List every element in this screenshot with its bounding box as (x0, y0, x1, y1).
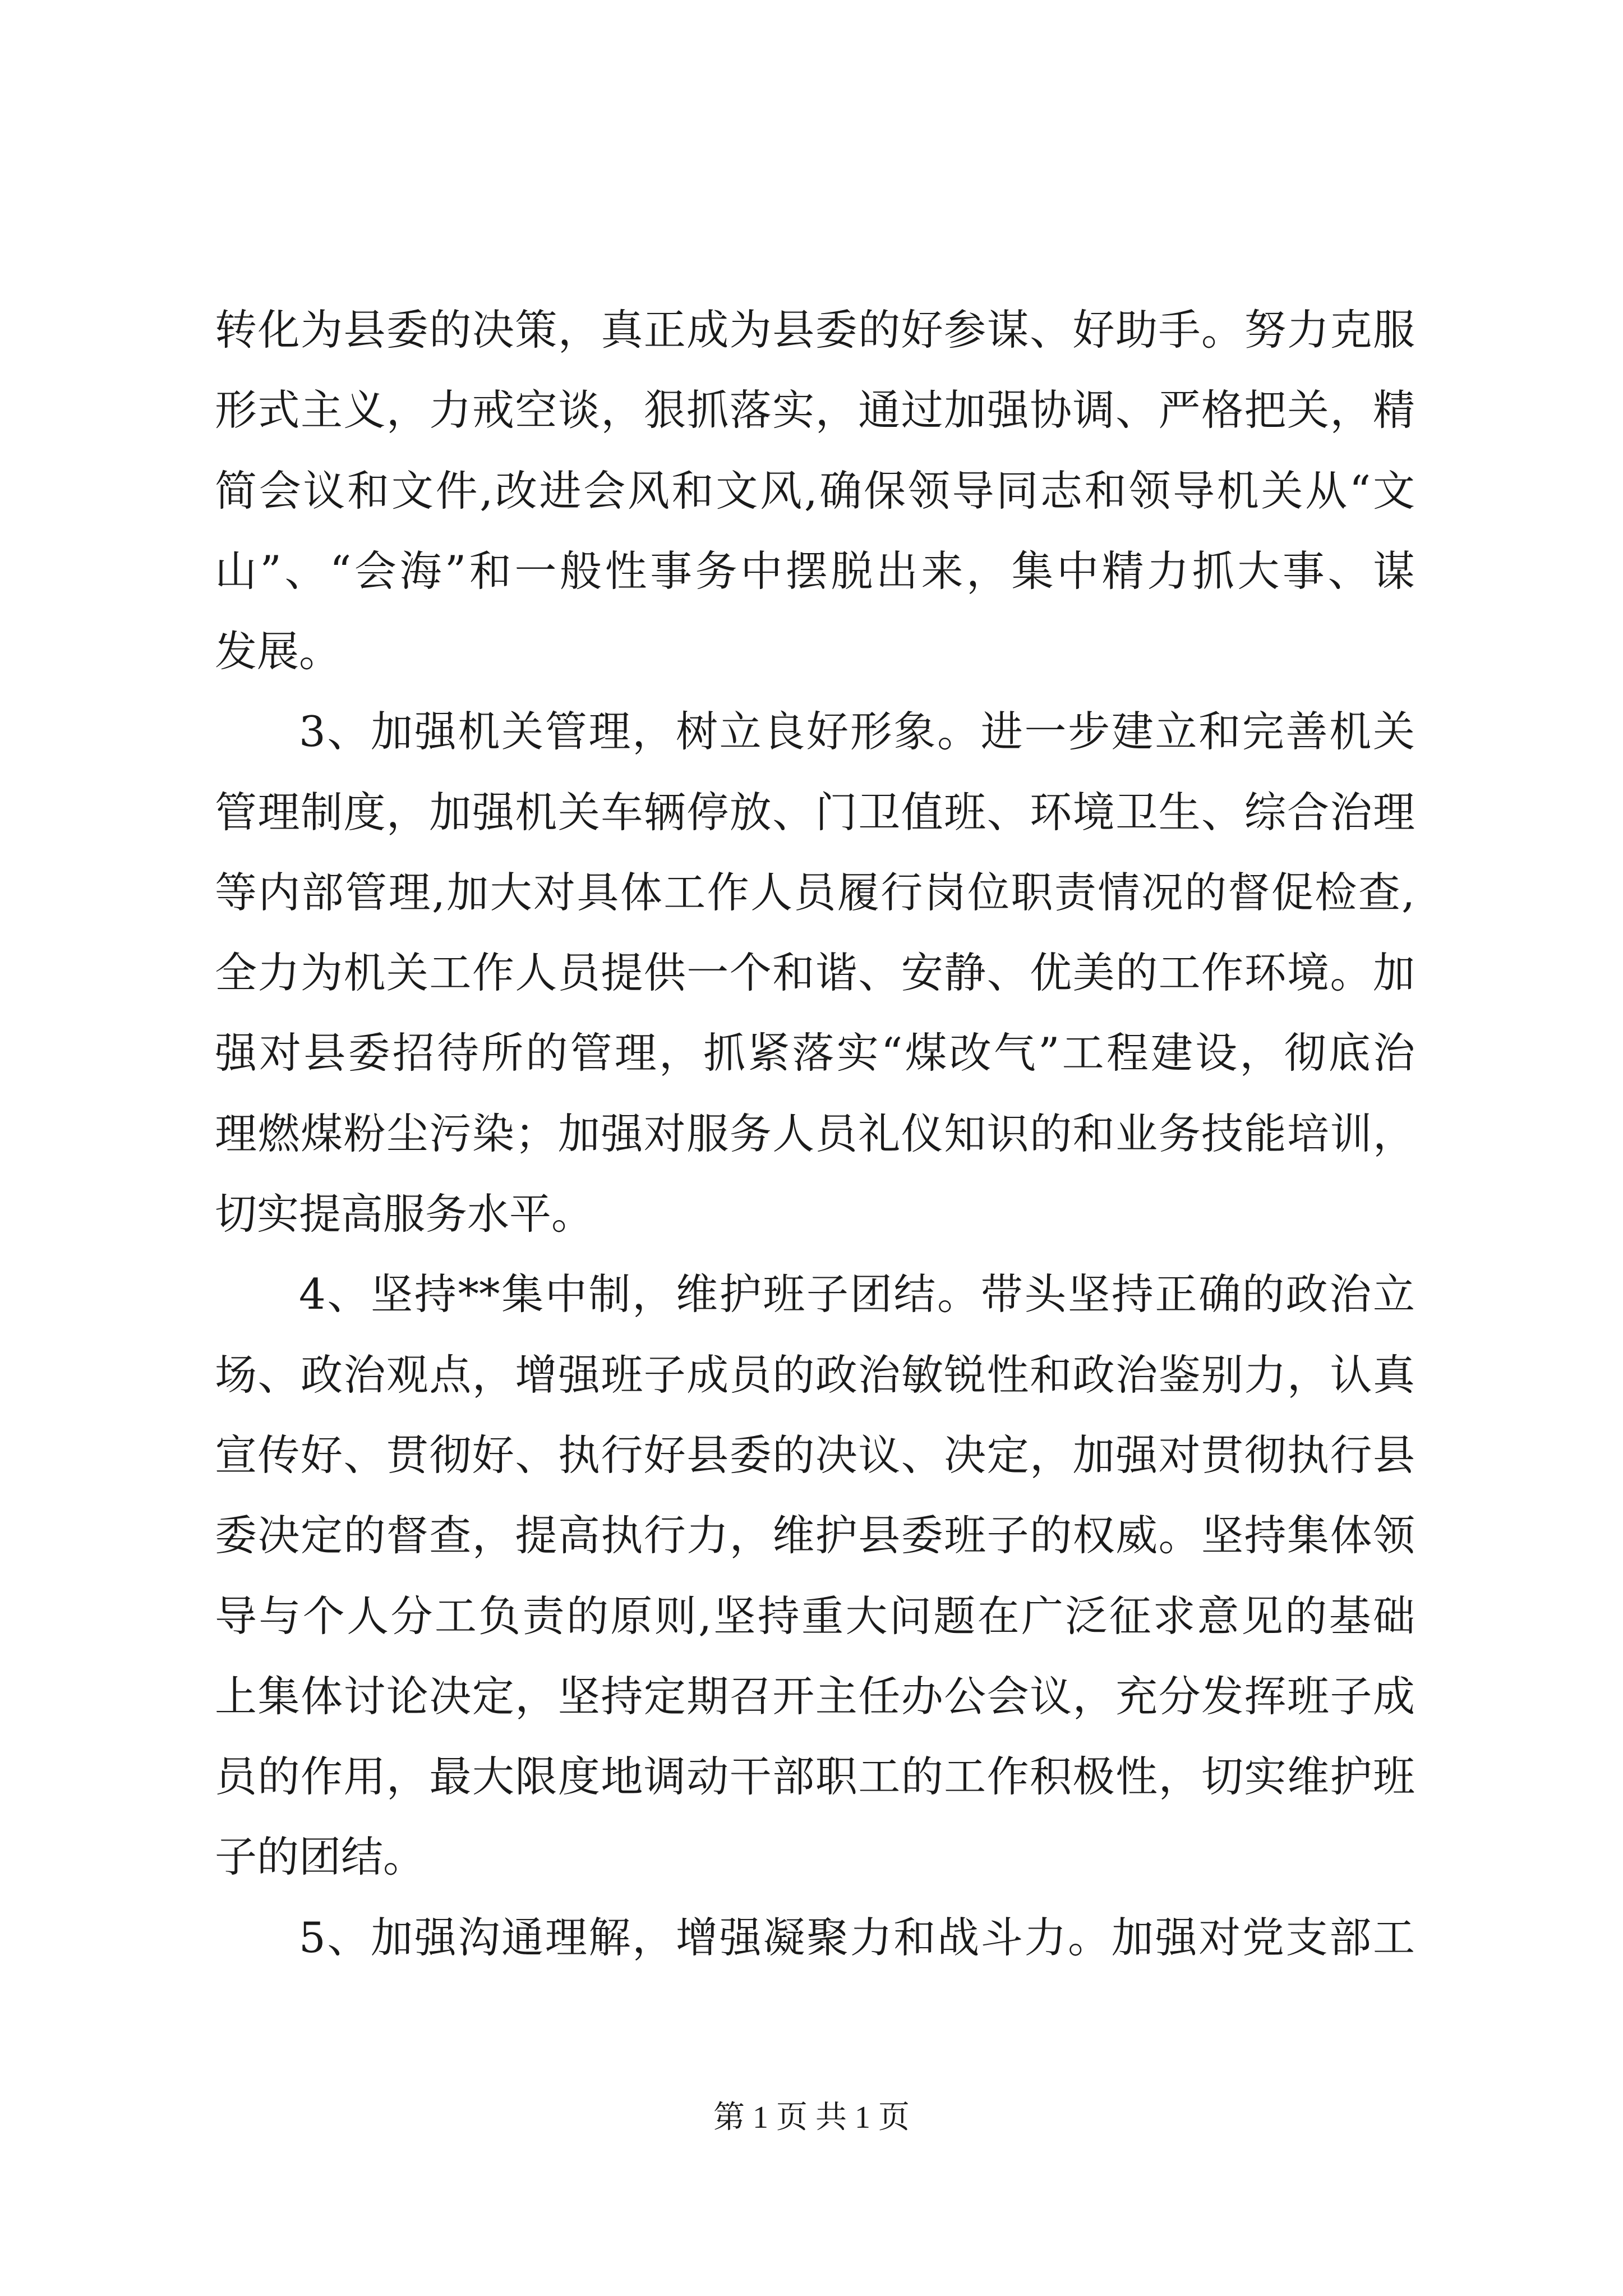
page-number-footer: 第 1 页 共 1 页 (713, 2100, 910, 2135)
body-text-line: 形式主义，力戒空谈，狠抓落实，通过加强协调、严格把关，精 (215, 385, 1415, 435)
body-text-line: 等内部管理,加大对具体工作人员履行岗位职责情况的督促检查, (215, 868, 1415, 917)
body-text-line: 场、政治观点，增强班子成员的政治敏锐性和政治鉴别力，认真 (215, 1350, 1415, 1400)
body-text-line: 简会议和文件,改进会风和文风,确保领导同志和领导机关从“文 (215, 466, 1415, 516)
paragraph-heading-line: 3、加强机关管理，树立良好形象。进一步建立和完善机关 (299, 707, 1415, 756)
body-text-line: 全力为机关工作人员提供一个和谐、安静、优美的工作环境。加 (215, 948, 1415, 997)
body-text-line: 委决定的督查，提高执行力，维护县委班子的权威。坚持集体领 (215, 1511, 1415, 1560)
body-text-line: 导与个人分工负责的原则,坚持重大问题在广泛征求意见的基础 (215, 1591, 1415, 1641)
body-text-line: 强对县委招待所的管理，抓紧落实“煤改气”工程建设，彻底治 (215, 1028, 1415, 1078)
body-text-line: 员的作用，最大限度地调动干部职工的工作积极性，切实维护班 (215, 1752, 1415, 1801)
paragraph-heading-line: 4、坚持**集中制，维护班子团结。带头坚持正确的政治立 (299, 1269, 1415, 1319)
body-text-line: 理燃煤粉尘污染；加强对服务人员礼仪知识的和业务技能培训， (215, 1109, 1415, 1158)
body-text-line: 上集体讨论决定，坚持定期召开主任办公会议，充分发挥班子成 (215, 1672, 1415, 1721)
body-text-line: 管理制度，加强机关车辆停放、门卫值班、环境卫生、综合治理 (215, 788, 1415, 837)
body-text-line: 发展。 (215, 627, 342, 676)
body-text-line: 宣传好、贯彻好、执行好县委的决议、决定，加强对贯彻执行县 (215, 1430, 1415, 1480)
body-text-line: 转化为县委的决策，真正成为县委的好参谋、好助手。努力克服 (215, 305, 1415, 355)
body-text-line: 子的团结。 (215, 1832, 426, 1881)
body-text-line: 切实提高服务水平。 (215, 1189, 594, 1239)
body-text-line: 山”、“会海”和一般性事务中摆脱出来，集中精力抓大事、谋 (215, 546, 1415, 596)
paragraph-heading-line: 5、加强沟通理解，增强凝聚力和战斗力。加强对党支部工 (299, 1913, 1415, 1962)
